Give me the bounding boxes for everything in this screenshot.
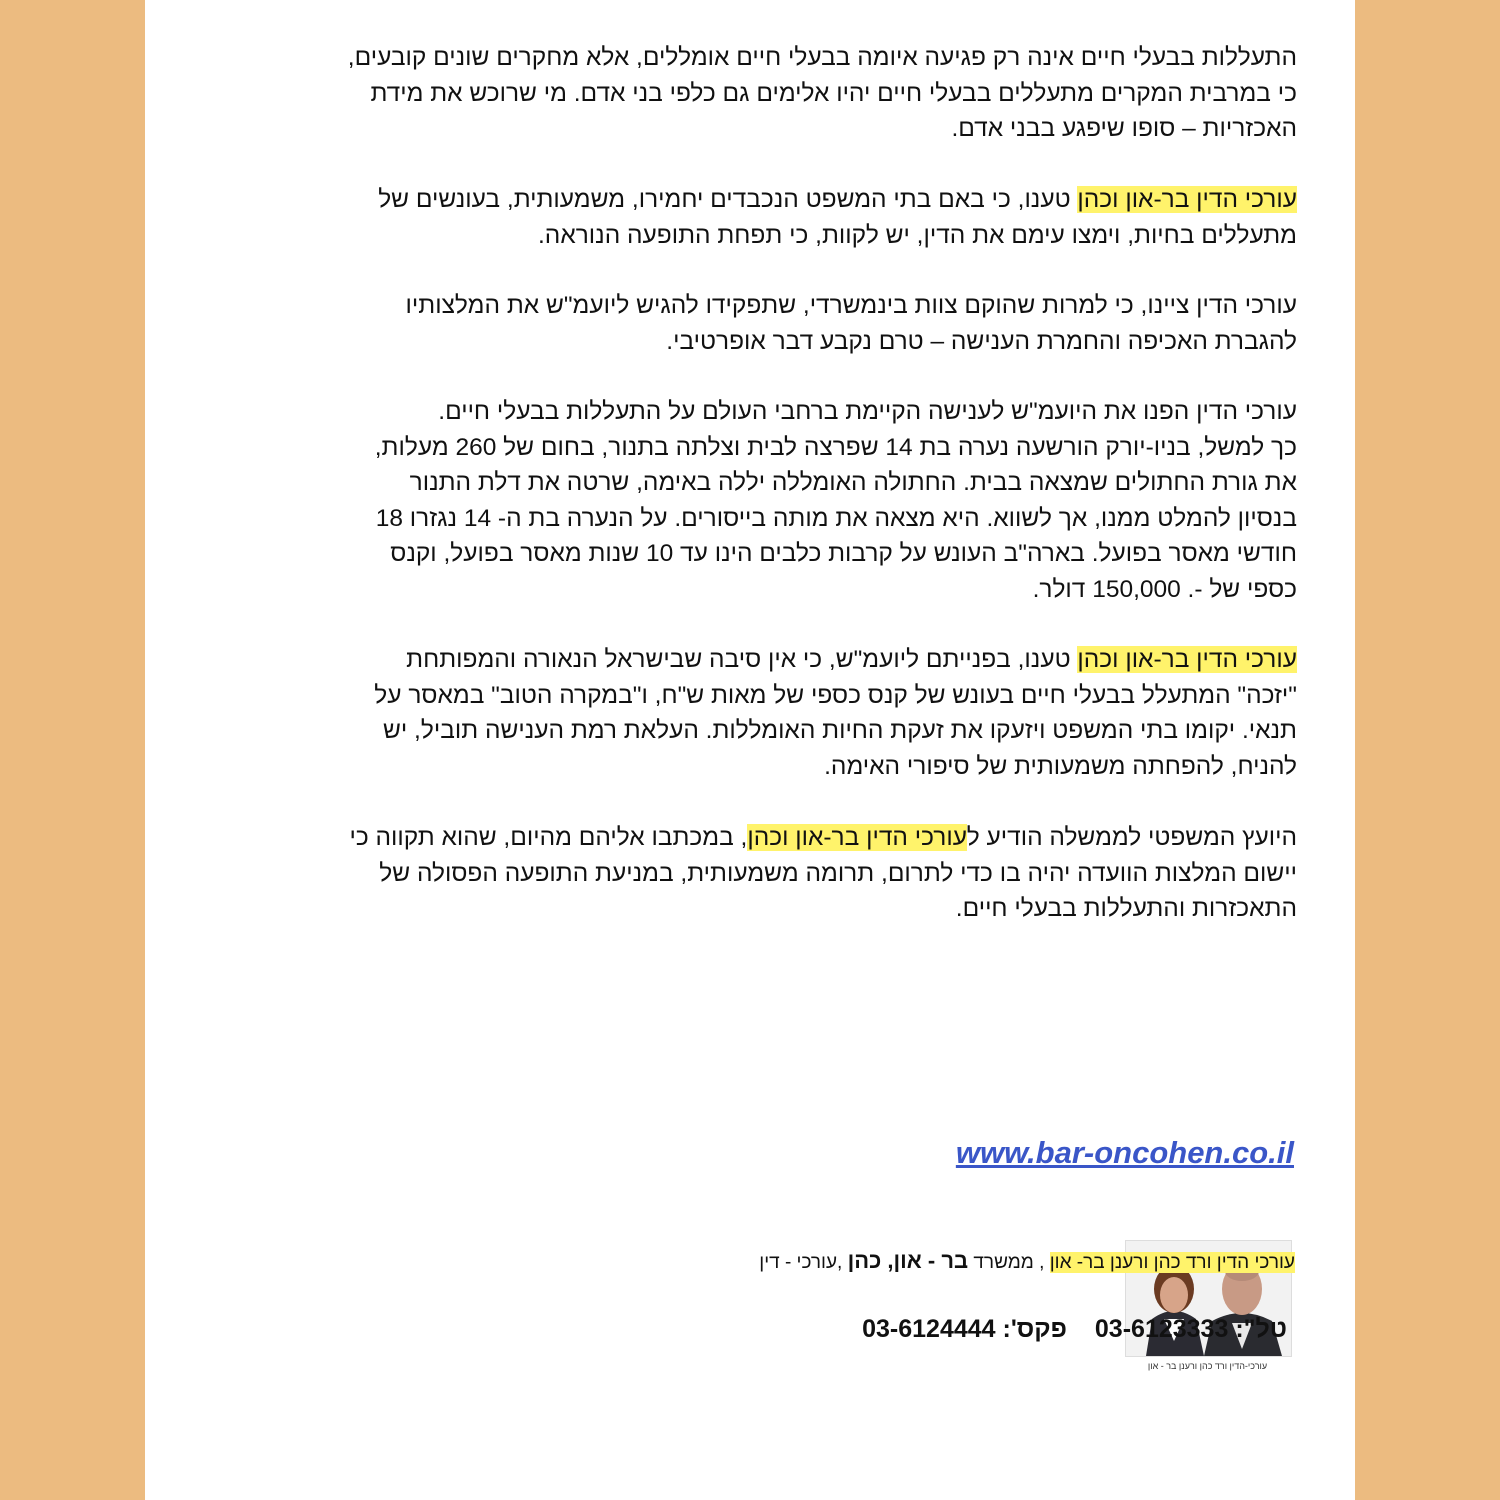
text-run: עורכי הדין ציינו, כי למרות שהוקם צוות בינמשרדי, שתפקידו להגיש ליועמ"ש את המלצותיו: [405, 292, 1297, 319]
signature-suffix: ,עורכי - דין: [759, 1252, 848, 1273]
text-line: [185, 40, 1297, 76]
photo-caption: עורכי-הדין ורד כהן ורענן בר - און: [1147, 1361, 1268, 1371]
text-run: את גורת החתולים שמצאה בבית. החתולה האומללה יללה באימה, שרטה את דלת התנור: [409, 469, 1297, 496]
text-run: התאכזרות והתעללות בבעלי חיים.: [955, 895, 1297, 922]
text-line: [185, 182, 1297, 218]
highlighted-lawyers-names: עורכי הדין בר-און וכהן: [1077, 646, 1297, 673]
text-run: כי במרבית המקרים מתעללים בבעלי חיים יהיו אלימים גם כלפי בני אדם. מי שרוכש את מידת: [370, 79, 1297, 107]
text-run: טענו, כי באם בתי המשפט הנכבדים יחמירו, משמעותית, בעונשים של: [378, 186, 1078, 213]
text-run: "יזכה" המתעלל בבעלי חיים בעונש של קנס כספי של מאות ש"ח, ו"במקרה הטוב" במאסר על: [374, 681, 1297, 709]
paragraph-2: [185, 182, 1297, 253]
signature-firm-name: בר - און, כהן: [847, 1248, 969, 1273]
text-line: [185, 572, 1297, 608]
text-run: יישום המלצות הוועדה יהיה בו כדי לתרום, תרומה משמעותית, במניעת התופעה הפסולה של: [379, 859, 1297, 887]
text-line: [185, 820, 1297, 856]
text-run: תנאי. יקומו בתי המשפט ויזעקו את זעקת החיות האומללות. העלאת רמת הענישה תוביל, יש: [382, 717, 1297, 744]
paragraph-5: [185, 642, 1297, 784]
text-run: כספי של -. 150,000 דולר.: [1032, 575, 1297, 603]
paragraph-3: [185, 288, 1297, 359]
text-run: בנסיון להמלט ממנו, אך לשווא. היא מצאה את מותה בייסורים. על הנערה בת ה- 14 נגזרו 18: [375, 504, 1297, 532]
text-line: [185, 501, 1297, 537]
text-line: [185, 430, 1297, 466]
document-page: [145, 0, 1355, 1500]
text-line: [185, 749, 1297, 785]
text-line: [185, 678, 1297, 714]
text-line: [185, 111, 1297, 147]
text-run: טענו, בפנייתם ליועמ"ש, כי אין סיבה שבישראל הנאורה והמפותחת: [406, 646, 1078, 673]
text-run: האכזריות – סופו שיפגע בבני אדם.: [951, 115, 1297, 142]
text-run: להניח, להפחתה משמעותית של סיפורי האימה.: [824, 752, 1297, 780]
text-line: [185, 536, 1297, 572]
text-run: היועץ המשפטי לממשלה הודיע ל: [966, 824, 1297, 851]
highlighted-lawyers-names: עורכי הדין בר-און וכהן: [747, 824, 967, 851]
text-line: [185, 891, 1297, 927]
text-run: עורכי הדין הפנו את היועמ"ש לענישה הקיימת ברחבי העולם על התעללות בבעלי חיים.: [438, 398, 1297, 425]
text-line: [185, 465, 1297, 501]
text-line: [185, 394, 1297, 430]
text-line: [185, 288, 1297, 324]
paragraph-1: [185, 40, 1297, 147]
phone-number: טל": 03-6123333: [1094, 1315, 1287, 1343]
text-line: [185, 76, 1297, 112]
text-run: חודשי מאסר בפועל. בארה"ב העונש על קרבות כלבים הינו עד 10 שנות מאסר בפועל, וקנס: [390, 540, 1297, 567]
contact-line: [862, 1315, 1287, 1344]
signature-line: [759, 1248, 1295, 1274]
highlighted-lawyers-names: עורכי הדין בר-און וכהן: [1077, 186, 1297, 213]
paragraph-6: [185, 820, 1297, 927]
text-run: כך למשל, בניו-יורק הורשעה נערה בת 14 שפרצה לבית וצלתה בתנור, בחום של 260 מעלות,: [374, 433, 1297, 461]
text-run: להגברת האכיפה והחמרת הענישה – טרם נקבע דבר אופרטיבי.: [666, 327, 1297, 355]
text-line: [185, 856, 1297, 892]
paragraph-4: [185, 394, 1297, 607]
text-run: , במכתבו אליהם מהיום, שהוא תקווה כי: [349, 824, 748, 851]
text-line: [185, 713, 1297, 749]
text-line: [185, 218, 1297, 254]
text-line: [185, 324, 1297, 360]
text-line: [185, 642, 1297, 678]
fax-number: פקס': 03-6124444: [862, 1315, 1067, 1343]
signature-lawyers-names: עורכי הדין ורד כהן ורענן בר- און: [1049, 1252, 1295, 1273]
text-run: התעללות בבעלי חיים אינה רק פגיעה איומה בבעלי חיים אומללים, אלא מחקרים שונים קובעים,: [347, 44, 1297, 71]
text-run: מתעללים בחיות, וימצו עימם את הדין, יש לקוות, כי תפחת התופעה הנוראה.: [537, 221, 1297, 249]
website-link[interactable]: www.bar-oncohen.co.il: [955, 1135, 1294, 1170]
signature-middle: , ממשרד: [968, 1252, 1050, 1273]
